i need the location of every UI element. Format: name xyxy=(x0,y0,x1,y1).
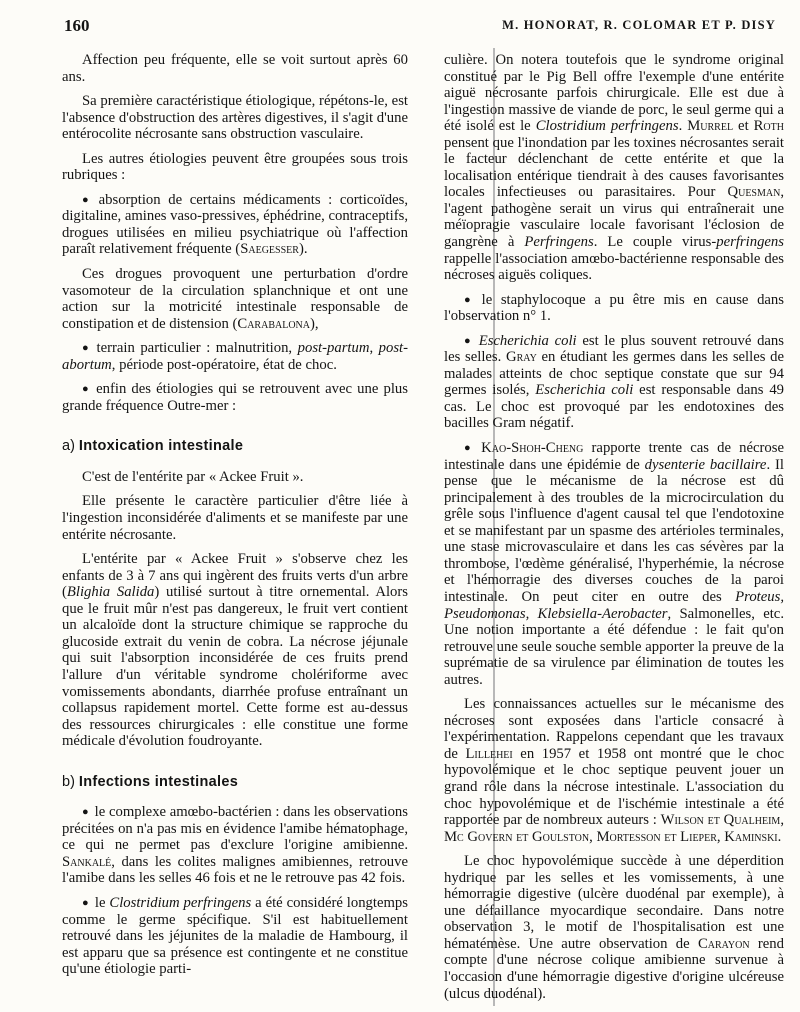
bullet-kao-shoh-cheng: ● Kao-Shoh-Cheng rapporte trente cas de nécrose intestinale dans une épidémie de dysenterie bacillaire. Il pense que le mécanisme de la nécrose est dû principalement à des troubles de la microcirculation du grêle sous l'influence d'agent causal tel que l'endotoxine et se manifestant par un spasme des artérioles terminales, une stase microvasculaire et dans les cas sévères par la thrombose, l'œdème généralisé, l'hyperhémie, la nécrose et l'hémorragie des diverses couches de la paroi intestinale. On peut citer en outre des Proteus, Pseudomonas, Klebsiella-Aerobacter, Salmonelles, etc. Une notion importante a été défendue : le fait qu'on retrouve une seule souche semble apporter la preuve de la suprématie de sa virulence par élimination de toutes les autres. xyxy=(444,440,784,688)
bullet-icon: ● xyxy=(464,293,476,306)
bullet-amoebo-bacterial: ● le complexe amœbo-bactérien : dans les observations précitées on n'a pas mis en évidence l'amibe hématophage, ce qui ne permet pas d'exclure l'origine amibienne. Sankalé, dans les colites malignes amibiennes, retrouve l'amibe dans les selles 46 fois et ne le retrouve pas 42 fois. xyxy=(62,804,408,887)
page-number: 160 xyxy=(64,16,90,35)
bullet-staphylococcus: ● le staphylocoque a pu être mis en cause dans l'observation n° 1. xyxy=(444,291,784,325)
bullet-icon: ● xyxy=(82,342,91,355)
paragraph: C'est de l'entérite par « Ackee Fruit ». xyxy=(82,468,304,485)
section-heading-a: a) Intoxication intestinale xyxy=(62,438,244,455)
bullet-outre-mer: ● enfin des étiologies qui se retrouvent avec une plus grande fréquence Outre-mer : xyxy=(62,381,408,414)
paragraph: Le choc hypovolémique succède à une déperdition hydrique par les selles et les vomissements, à une hémorragie digestive (ulcère duodénal par exemple), à une défaillance myocardique secondaire. Dans notre observation 3, le motif de l'hospitalisation est une hématémèse. Une autre observation de Carayon rend compte d'une nécrose colique amibienne survenue à l'occasion d'une hémorragie digestive d'origine ulcéreuse (ulcus duodénal). xyxy=(444,853,784,1002)
bullet-clostridium: ● le Clostridium perfringens a été considéré longtemps comme le germe spécifique. S'il est habituellement retrouvé dans les jéjunites de la maladie de Hambourg, il est apparu que sa présence est contingente et ne constitue qu'une étiologie parti- xyxy=(62,894,408,978)
bullet-medications: ● absorption de certains médicaments : corticoïdes, digitaline, amines vaso-pressives, éphédrine, contraceptifs, drogues utilisées en milieu psychiatrique où l'affection paraît relativement fréquente (Saegesser). xyxy=(62,191,408,258)
paragraph-continued: culière. On notera toutefois que le syndrome original constitué par le Pig Bell offre l'exemple d'une entérite aiguë nécrosante parfois chirurgicale. Elle est due à l'ingestion massive de viande de porc, le seul germe qui a été isolé est le Clostridium perfringens. Murrel et Roth pensent que l'inondation par les toxines nécrosantes serait le facteur déclenchant de cette entérite et que la localisation entérique tiendrait à des causes favorisantes locales infectieuses ou parasitaires. Pour Quesman, l'agent pathogène serait un virus qui entraînerait une méïopragie vasculaire locale favorisant l'éclosion de gangrène à Perfringens. Le couple virus-perfringens rappelle l'association amœbo-bactérienne responsable des nécroses aiguës coliques. xyxy=(444,52,784,284)
bullet-icon: ● xyxy=(82,896,89,909)
bullet-icon: ● xyxy=(464,442,476,455)
running-header-authors: M. HONORAT, R. COLOMAR ET P. DISY xyxy=(502,18,776,32)
bullet-escherichia: ● Escherichia coli est le plus souvent retrouvé dans les selles. Gray en étudiant les germes dans les selles de malades atteints de choc septique constate que sur 94 germes isolés, Escherichia coli est responsable dans 49 cas. Le choc est provoqué par les endotoxines des bacilles Gram négatif. xyxy=(444,332,785,432)
bullet-icon: ● xyxy=(82,193,93,206)
paragraph: Sa première caractéristique étiologique, répétons-le, est l'absence d'obstruction des artères digestives, il s'agit d'une entérocolite nécrosante sans obstruction vasculaire. xyxy=(62,93,408,143)
paragraph: Ces drogues provoquent une perturbation d'ordre vasomoteur de la circulation splanchnique et ont une action sur la motricité intestinale responsable de constipation et de distension (Carabalona), xyxy=(62,266,408,332)
right-column xyxy=(444,52,784,1010)
paragraph: Affection peu fréquente, elle se voit surtout après 60 ans. xyxy=(62,52,408,85)
paragraph: Les connaissances actuelles sur le mécanisme des nécroses sont exposées dans l'article consacré à l'expérimentation. Rappelons cependant que les travaux de Lillehei en 1957 et 1958 ont montré que le choc hypovolémique et le choc septique peuvent jouer un grand rôle dans la nécrose intestinale. L'association du choc hypovolémique et de l'ischémie intestinale a été rapportée par de nombreux auteurs : Wilson et Qualheim, Mc Govern et Goulston, Mortesson et Lieper, Kaminski. xyxy=(444,696,784,845)
left-column xyxy=(62,52,408,986)
bullet-terrain: ● terrain particulier : malnutrition, post-partum, post-abortum, période post-opératoire, état de choc. xyxy=(62,340,409,373)
section-heading-b: b) Infections intestinales xyxy=(62,773,239,790)
bullet-icon: ● xyxy=(464,334,473,347)
bullet-icon: ● xyxy=(82,806,89,819)
paragraph: Elle présente le caractère particulier d'être liée à l'ingestion inconsidérée d'aliments et se manifeste par une entérite nécrosante. xyxy=(62,493,408,543)
paragraph: L'entérite par « Ackee Fruit » s'observe chez les enfants de 3 à 7 ans qui ingèrent des fruits verts d'un arbre (Blighia Salida) utilisé surtout à titre ornemental. Alors que le fruit mûr n'est pas dangereux, le fruit vert contient un alcaloïde dont la structure chimique se rapproche du glucoside extrait du venin de cobra. La nécrose jéjunale qui suit l'absorption inconsidérée de ces fruits prend l'allure d'un véritable syndrome cholériforme avec vomissements abondants, diarrhée profuse entraînant un collapsus rapidement mortel. Cette forme est au-dessus des ressources chirurgicales : elle constitue une forme médicale d'évolution foudroyante. xyxy=(62,551,409,750)
paragraph: Les autres étiologies peuvent être groupées sous trois rubriques : xyxy=(62,150,408,184)
bullet-icon: ● xyxy=(82,383,91,396)
